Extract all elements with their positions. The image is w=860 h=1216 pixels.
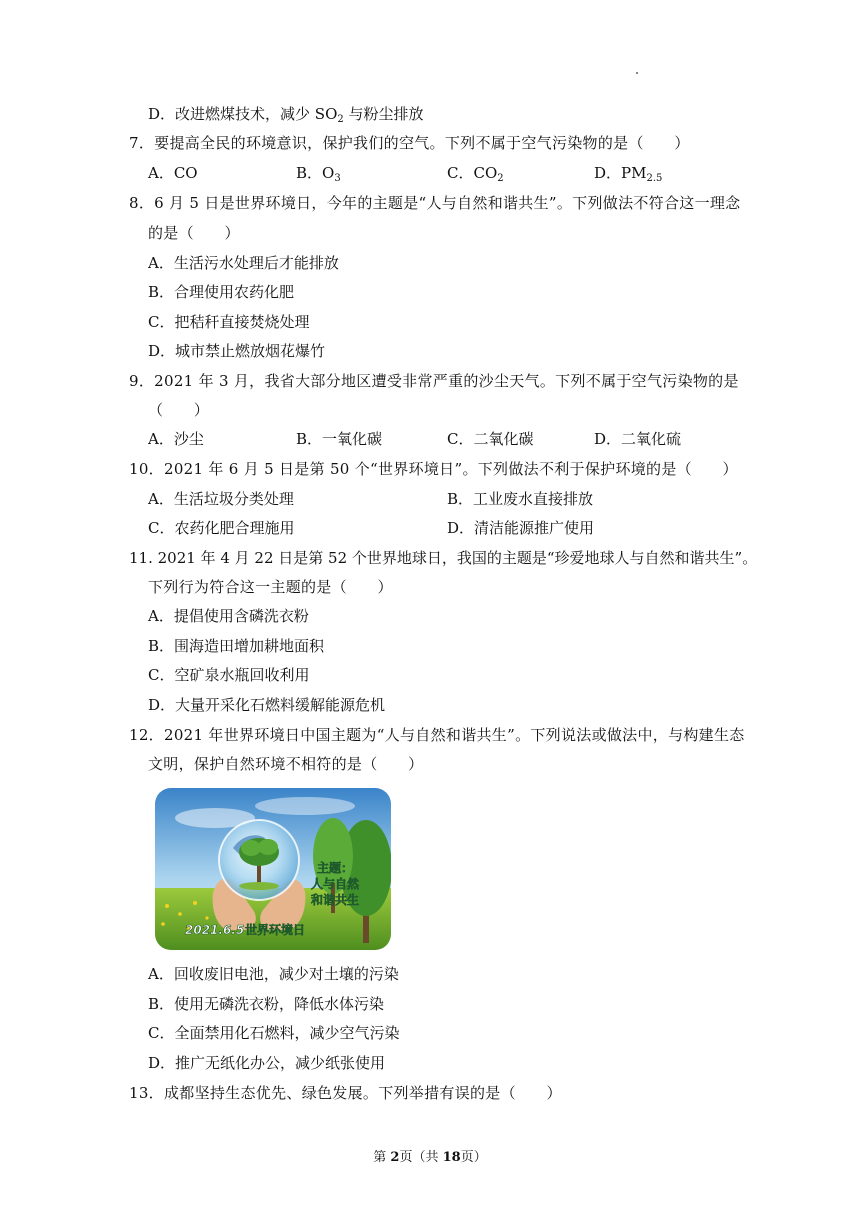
q8-option-c: C．把秸秆直接焚烧处理 — [148, 313, 310, 331]
q11-option-c: C．空矿泉水瓶回收利用 — [148, 666, 310, 684]
q12-option-a: A．回收废旧电池，减少对土壤的污染 — [148, 965, 399, 983]
q11-option-b: B．围海造田增加耕地面积 — [148, 637, 325, 655]
q7-stem: 7．要提高全民的环境意识，保护我们的空气。下列不属于空气污染物的是（ ） — [129, 134, 690, 152]
q7-option-c: C．$CO_2$ — [447, 164, 504, 184]
q9-stem-line2: （ ） — [148, 401, 210, 419]
q12-option-d: D．推广无纸化办公，减少纸张使用 — [148, 1054, 386, 1072]
illustration-theme-3: 和谐共生 — [310, 893, 360, 907]
q12-stem-line1: 12．2021 年世界环境日中国主题为“人与自然和谐共生”。下列说法或做法中，与构建生态 — [129, 726, 745, 744]
q10-option-c: C．农药化肥合理施用 — [148, 519, 295, 537]
q6-option-d: D．改进燃煤技术，减少 $SO_2$ 与粉尘排放 — [148, 105, 424, 125]
q8-option-b: B．合理使用农药化肥 — [148, 283, 295, 301]
q7-option-d: D．$PM_{2.5}$ — [594, 164, 663, 184]
q10-option-b: B．工业废水直接排放 — [447, 490, 594, 508]
q11-option-a: A．提倡使用含磷洗衣粉 — [148, 607, 309, 625]
q10-option-d: D．清洁能源推广使用 — [447, 519, 595, 537]
q8-stem-line2: 的是（ ） — [148, 224, 240, 242]
q9-option-a: A．沙尘 — [148, 430, 204, 448]
scan-dot — [636, 72, 638, 74]
illustration-date: 2021.6.5 — [185, 923, 245, 937]
illustration-theme-2: 人与自然 — [310, 877, 360, 891]
q7-option-b: B．$O_3$ — [296, 164, 341, 184]
q9-option-b: B．一氧化碳 — [296, 430, 383, 448]
q10-option-a: A．生活垃圾分类处理 — [148, 490, 294, 508]
q12-stem-line2: 文明，保护自然环境不相符的是（ ） — [148, 755, 424, 773]
q11-option-d: D．大量开采化石燃料缓解能源危机 — [148, 696, 386, 714]
page-footer: 第 2页（共 18页） — [373, 1150, 487, 1165]
q9-stem-line1: 9．2021 年 3 月，我省大部分地区遭受非常严重的沙尘天气。下列不属于空气污染物的是 — [129, 372, 739, 390]
q9-option-d: D．二氧化硫 — [594, 430, 682, 448]
q8-option-d: D．城市禁止燃放烟花爆竹 — [148, 342, 326, 360]
q8-option-a: A．生活污水处理后才能排放 — [148, 254, 339, 272]
q7-option-a: A．CO — [148, 164, 198, 182]
illustration-theme-1: 主题： — [316, 861, 354, 875]
q12-option-c: C．全面禁用化石燃料，减少空气污染 — [148, 1024, 400, 1042]
q13-stem: 13．成都坚持生态优先、绿色发展。下列举措有误的是（ ） — [129, 1084, 562, 1102]
q11-stem-line1: 11. 2021 年 4 月 22 日是第 52 个世界地球日，我国的主题是“珍爱地球人与自然和谐共生”。 — [129, 549, 758, 567]
illustration-day: 世界环境日 — [245, 923, 306, 937]
q12-option-b: B．使用无磷洗衣粉，降低水体污染 — [148, 995, 385, 1013]
environment-day-illustration — [155, 788, 391, 950]
q8-stem-line1: 8．6 月 5 日是世界环境日，今年的主题是“人与自然和谐共生”。下列做法不符合这一理念 — [129, 194, 741, 212]
q10-stem: 10．2021 年 6 月 5 日是第 50 个“世界环境日”。下列做法不利于保护环境的是（ ） — [129, 460, 738, 478]
q9-option-c: C．二氧化碳 — [447, 430, 534, 448]
q11-stem-line2: 下列行为符合这一主题的是（ ） — [148, 578, 393, 596]
